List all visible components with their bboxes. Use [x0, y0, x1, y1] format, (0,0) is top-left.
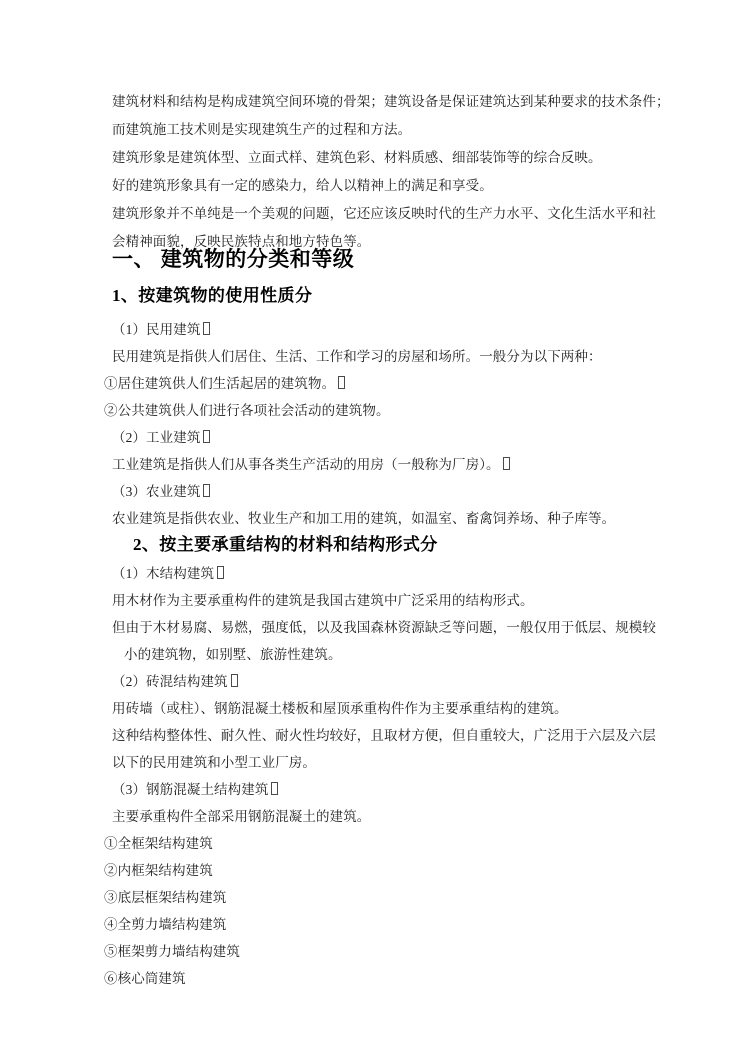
- text-line: [112, 144, 660, 172]
- line-text: 工业建筑是指供人们从事各类生产活动的用房（一般称为厂房）。: [112, 457, 500, 472]
- line-text: （2）工业建筑: [112, 430, 201, 445]
- list-label-line: [112, 316, 660, 343]
- missing-glyph-box: [231, 674, 238, 687]
- numbered-item-line: [104, 965, 660, 992]
- list-label-line: [112, 560, 660, 587]
- text-line: [112, 803, 660, 830]
- line-text: 以下的民用建筑和小型工业厂房。: [112, 755, 316, 770]
- line-text: ⑥核心筒建筑: [104, 971, 186, 986]
- text-line: [112, 88, 670, 116]
- line-text: 用砖墙（或柱）、钢筋混凝土楼板和屋顶承重构件作为主要承重结构的建筑。: [112, 701, 568, 716]
- text-line: [112, 722, 660, 749]
- text-line: [112, 695, 660, 722]
- line-text: 这种结构整体性、耐久性、耐火性均较好，且取材方便，但自重较大，广泛用于六层及六层: [112, 728, 656, 743]
- numbered-item-line: [104, 938, 660, 965]
- line-text: （3）钢筋混凝土结构建筑: [112, 782, 269, 797]
- missing-glyph-box: [203, 484, 210, 497]
- line-text: （1）木结构建筑: [112, 566, 215, 581]
- missing-glyph-box: [503, 457, 510, 470]
- line-text: （2）砖混结构建筑: [112, 674, 228, 689]
- list-label-line: [112, 424, 660, 451]
- text-line: [112, 614, 660, 641]
- text-line: [112, 587, 660, 614]
- text-line: [112, 172, 660, 200]
- heading-text: 2、按主要承重结构的材料和结构形式分: [133, 535, 438, 554]
- line-text: ④全剪力墙结构建筑: [104, 917, 227, 932]
- line-text: （3）农业建筑: [112, 484, 201, 499]
- missing-glyph-box: [203, 322, 210, 335]
- heading-text: 1、按建筑物的使用性质分: [112, 286, 313, 305]
- section-heading: [112, 244, 660, 274]
- text-line: [112, 200, 660, 228]
- numbered-item-line: [104, 884, 660, 911]
- line-text: 农业建筑是指供农业、牧业生产和加工用的建筑，如温室、畜禽饲养场、种子库等。: [112, 511, 616, 526]
- line-text: 好的建筑形象具有一定的感染力，给人以精神上的满足和享受。: [112, 178, 493, 193]
- text-line: [112, 505, 660, 532]
- line-text: 建筑材料和结构是构成建筑空间环境的骨架；建筑设备是保证建筑达到某种要求的技术条件；: [112, 94, 670, 109]
- text-line: [112, 116, 660, 144]
- line-text: ②内框架结构建筑: [104, 863, 213, 878]
- numbered-item-line: [104, 370, 660, 397]
- list-label-line: [112, 668, 660, 695]
- missing-glyph-box: [203, 430, 210, 443]
- heading-text: 一、 建筑物的分类和等级: [112, 247, 355, 271]
- text-line: [112, 749, 660, 776]
- numbered-item-line: [104, 857, 660, 884]
- text-line: [124, 641, 660, 668]
- line-text: ①居住建筑供人们生活起居的建筑物。: [104, 376, 336, 391]
- missing-glyph-box: [217, 566, 224, 579]
- line-text: 主要承重构件全部采用钢筋混凝土的建筑。: [112, 809, 371, 824]
- text-line: [112, 343, 660, 370]
- document-body: [104, 88, 670, 992]
- missing-glyph-box: [338, 376, 345, 389]
- line-text: 会精神面貌，反映民族特点和地方特色等。: [112, 234, 371, 249]
- line-text: 建筑形象并不单纯是一个美观的问题，它还应该反映时代的生产力水平、文化生活水平和社: [112, 206, 656, 221]
- line-text: 民用建筑是指供人们居住、生活、工作和学习的房屋和场所。一般分为以下两种：: [112, 349, 602, 364]
- text-line: [112, 451, 660, 478]
- line-text: 建筑形象是建筑体型、立面式样、建筑色彩、材料质感、细部装饰等的综合反映。: [112, 150, 602, 165]
- line-text: 但由于木材易腐、易燃，强度低，以及我国森林资源缺乏等问题，一般仅用于低层、规模较: [112, 620, 656, 635]
- line-text: ①全框架结构建筑: [104, 836, 213, 851]
- list-label-line: [112, 478, 660, 505]
- line-text: ③底层框架结构建筑: [104, 890, 227, 905]
- line-text: （1）民用建筑: [112, 322, 201, 337]
- list-label-line: [112, 776, 660, 803]
- line-text: 小的建筑物，如别墅、旅游性建筑。: [124, 647, 342, 662]
- line-text: 用木材作为主要承重构件的建筑是我国古建筑中广泛采用的结构形式。: [112, 593, 534, 608]
- numbered-item-line: [104, 397, 660, 424]
- sub-heading-2: [133, 530, 660, 560]
- line-text: ②公共建筑供人们进行各项社会活动的建筑物。: [104, 403, 390, 418]
- missing-glyph-box: [271, 782, 278, 795]
- line-text: 而建筑施工技术则是实现建筑生产的过程和方法。: [112, 122, 412, 137]
- sub-heading-1: [112, 282, 660, 310]
- line-text: ⑤框架剪力墙结构建筑: [104, 944, 240, 959]
- numbered-item-line: [104, 911, 660, 938]
- numbered-item-line: [104, 830, 660, 857]
